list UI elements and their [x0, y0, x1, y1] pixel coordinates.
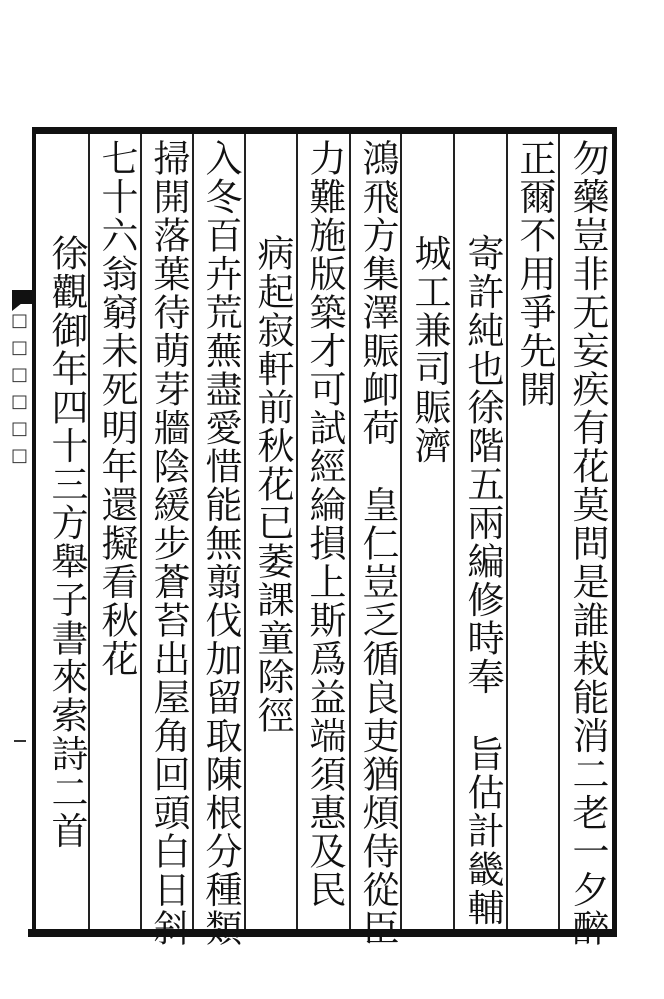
column-rule [296, 134, 298, 929]
column-rule [506, 134, 508, 929]
text-column-4: 城工兼司賑濟 [408, 234, 451, 465]
frame-top-border [33, 127, 617, 134]
text-column-6: 力難施版築才可試經綸損上斯爲益端須惠及民 [303, 139, 346, 909]
text-column-1: 勿藥豈非无妄疾有花莫問是誰栽能消二老一夕醉 [566, 139, 609, 948]
text-column-8: 入冬百卉荒蕪盡愛惜能無翦伐加留取陳根分種類 [199, 139, 242, 948]
frame-bottom-border [28, 929, 617, 937]
frame-right-border [612, 127, 617, 937]
text-column-3: 寄許純也徐階五兩編修時奉 旨估計畿輔 [461, 234, 504, 927]
margin-title: □□□□□□ [9, 310, 30, 472]
column-rule [140, 134, 142, 929]
text-column-9: 掃開落葉待萌芽牆陰緩步蒼苔出屋角回頭白日斜 [147, 139, 190, 948]
column-rule [192, 134, 194, 929]
text-column-2: 正爾不用爭先開 [513, 139, 556, 409]
text-column-10: 七十六翁窮未死明年還擬看秋花 [95, 139, 138, 678]
text-column-11: 徐觀御年四十三方舉子書來索詩二首 [45, 234, 88, 850]
text-column-5: 鴻飛方集澤賑卹荷 皇仁豈乏循良吏猶煩侍從臣 [356, 139, 399, 948]
column-rule [349, 134, 351, 929]
fish-tail-mark [12, 290, 32, 304]
text-column-7: 病起寂軒前秋花已萎課童除徑 [251, 234, 294, 735]
column-rule [558, 134, 560, 929]
margin-tick [14, 740, 26, 742]
frame-left-border [32, 127, 36, 937]
column-rule [244, 134, 246, 929]
column-rule [453, 134, 455, 929]
